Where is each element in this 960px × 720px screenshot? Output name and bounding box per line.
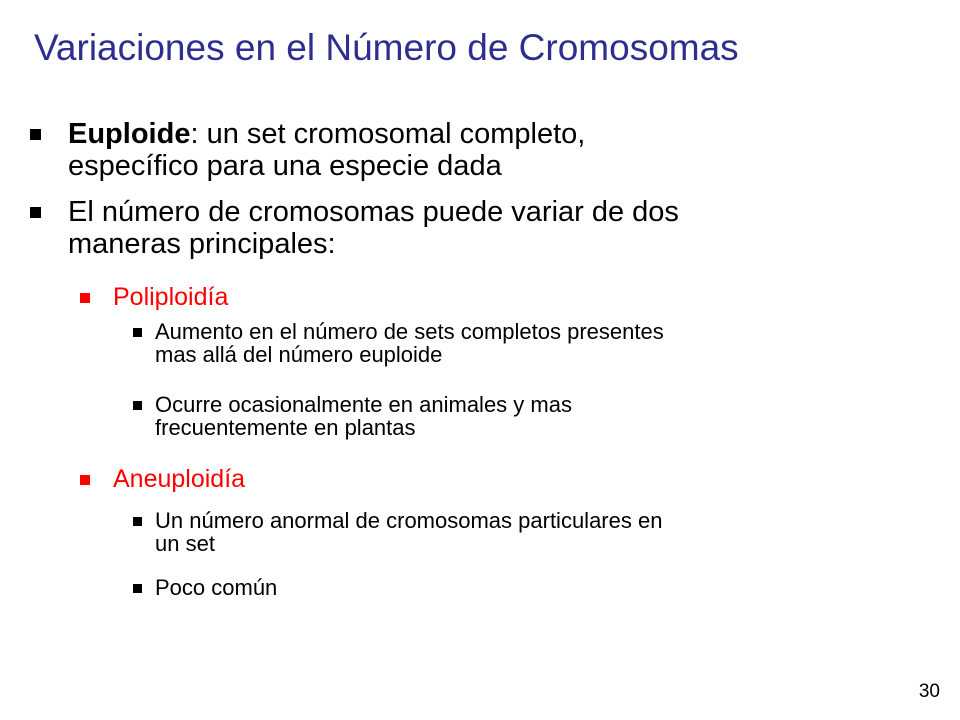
bullet-line: frecuentemente en plantas <box>155 415 416 440</box>
bullet-aneuploidia <box>80 465 880 493</box>
bullet-line: maneras principales: <box>68 228 336 260</box>
bullet-label-aneuploidia: Aneuploidía <box>113 465 246 493</box>
bullet-line: Poco común <box>155 575 278 600</box>
bullet-line: Aumento en el número de sets completos presentes <box>155 319 664 344</box>
sub-bullet-aneuploidia-1 <box>133 509 913 555</box>
bullet-poliploidia <box>80 283 880 311</box>
bullet-line: Ocurre ocasionalmente en animales y mas <box>155 392 572 417</box>
bullet-line <box>68 118 888 150</box>
bullet-line: específico para una especie dada <box>68 150 502 182</box>
term-euploide: Euploide <box>68 118 191 150</box>
bullet-text <box>155 509 905 555</box>
sub-bullet-poliploidia-1 <box>133 320 913 366</box>
sub-bullet-poliploidia-2 <box>133 393 913 439</box>
bullet-text <box>155 393 905 439</box>
bullet-line: Un número anormal de cromosomas particulares en <box>155 508 663 533</box>
bullet-label-poliploidia: Poliploidía <box>113 283 229 311</box>
slide-title: Variaciones en el Número de Cromosomas <box>34 27 739 68</box>
bullet-variation <box>30 196 890 260</box>
bullet-text <box>68 118 888 182</box>
bullet-text <box>155 320 905 366</box>
bullet-text <box>68 196 888 260</box>
bullet-text <box>155 576 905 599</box>
bullet-euploide <box>30 118 890 182</box>
sub-bullet-aneuploidia-2 <box>133 576 913 599</box>
bullet-line: mas allá del número euploide <box>155 342 443 367</box>
slide-number: 30 <box>918 681 940 702</box>
bullet-line: un set <box>155 531 215 556</box>
bullet-euploide-definition: : un set cromosomal completo, <box>190 118 586 150</box>
bullet-line: El número de cromosomas puede variar de dos <box>68 196 679 228</box>
